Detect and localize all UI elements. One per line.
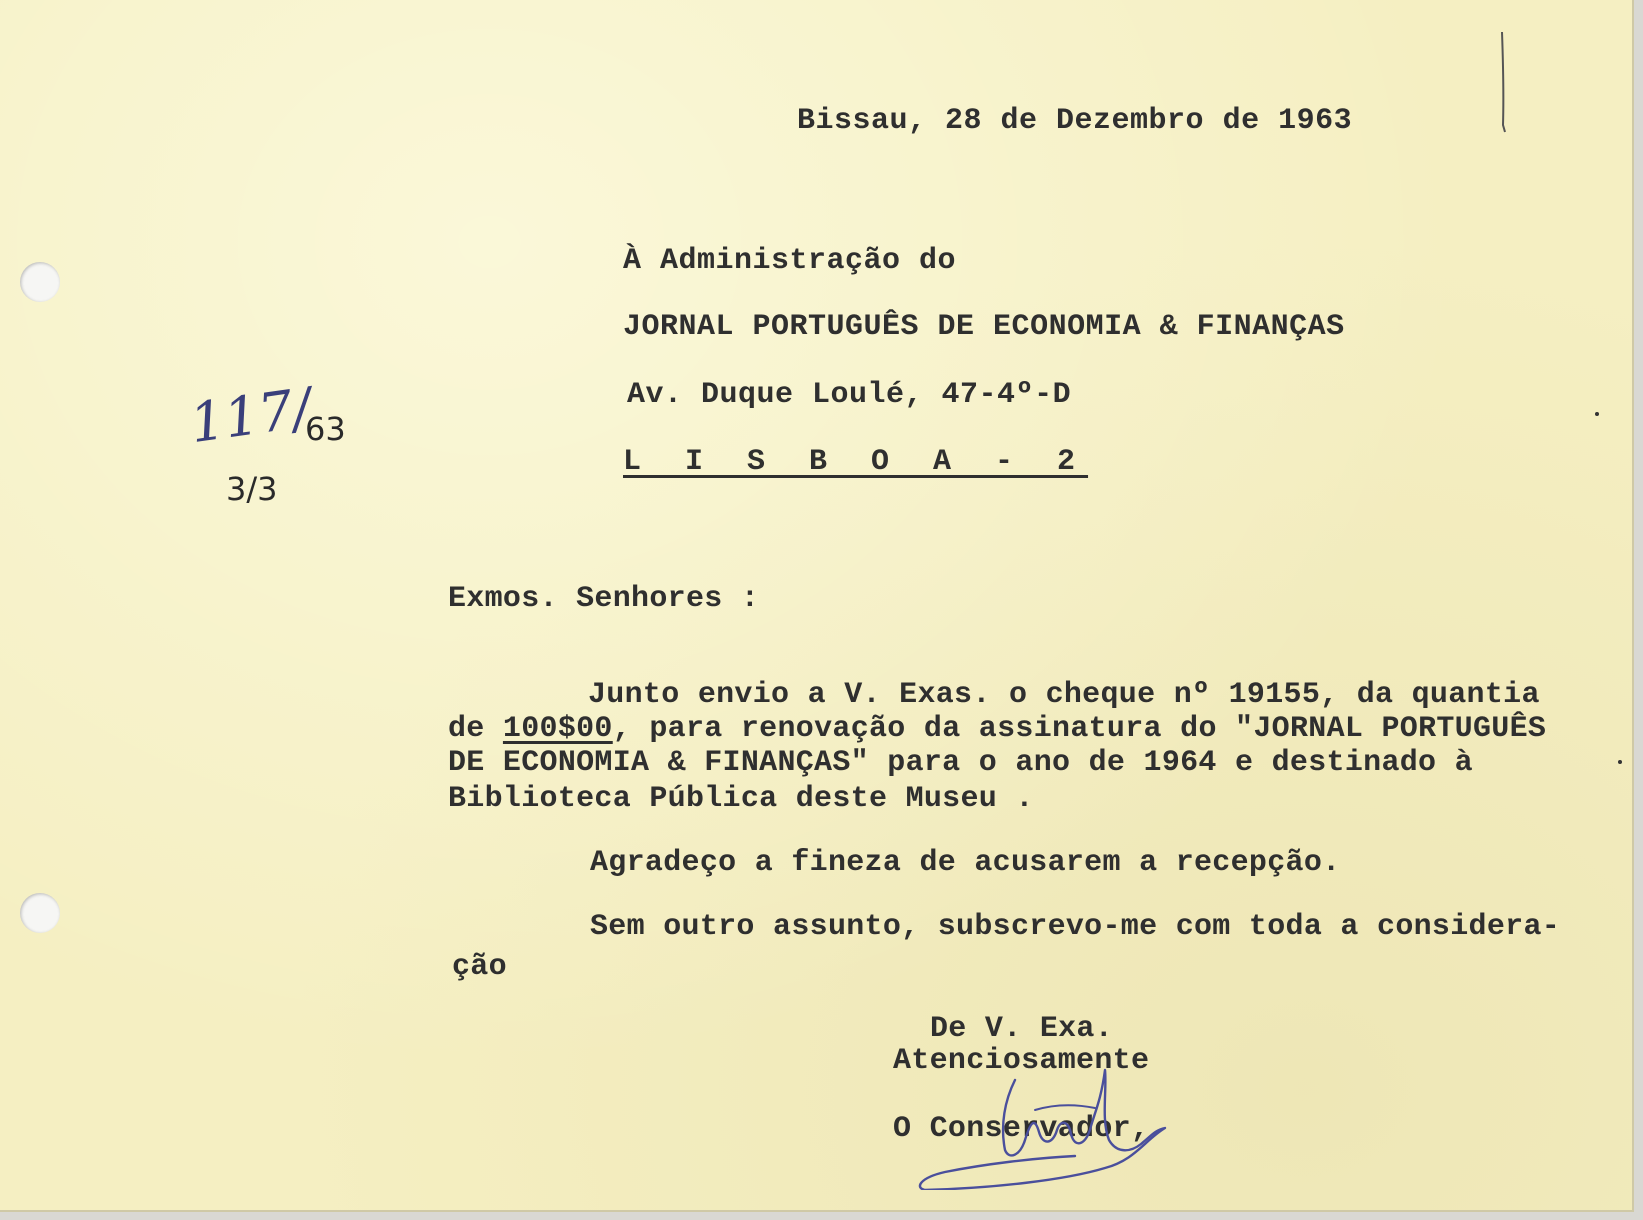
body-p1-line1: Junto envio a V. Exas. o cheque nº 19155, da quantia bbox=[588, 678, 1540, 712]
recipient-line-2: JORNAL PORTUGUÊS DE ECONOMIA & FINANÇAS bbox=[623, 310, 1345, 344]
cheque-amount: 100$00 bbox=[502, 712, 613, 746]
punch-hole-top bbox=[20, 262, 60, 302]
closing-line-2: Atenciosamente bbox=[893, 1044, 1150, 1078]
recipient-line-1: À Administração do bbox=[623, 244, 957, 278]
closing-line-1: De V. Exa. bbox=[930, 1012, 1114, 1046]
handwritten-signature bbox=[905, 1060, 1205, 1190]
ink-speck bbox=[1618, 760, 1622, 764]
body-p1-line2 bbox=[448, 712, 1546, 746]
recipient-line-3: Av. Duque Loulé, 47-4º-D bbox=[627, 378, 1072, 412]
margin-pencil-mark bbox=[1498, 30, 1508, 140]
body-p1-line3: DE ECONOMIA & FINANÇAS" para o ano de 1964 e destinado à bbox=[448, 746, 1473, 780]
salutation: Exmos. Senhores : bbox=[448, 582, 760, 616]
closing-line-3: O Conservador, bbox=[893, 1112, 1150, 1146]
punch-hole-bottom bbox=[20, 893, 60, 933]
reference-sub: 3/3 bbox=[226, 470, 278, 508]
body-p1-line2-post: , para renovação da assinatura do "JORNAL PORTUGUÊS bbox=[612, 712, 1547, 746]
place-date: Bissau, 28 de Dezembro de 1963 bbox=[797, 104, 1353, 138]
reference-year: 63 bbox=[305, 410, 346, 448]
body-p2: Agradeço a fineza de acusarem a recepção. bbox=[590, 846, 1341, 880]
body-p1-line2-pre: de bbox=[448, 712, 503, 746]
ink-speck bbox=[1595, 412, 1599, 416]
body-p3-line2: ção bbox=[452, 950, 507, 984]
body-p1-line4: Biblioteca Pública deste Museu . bbox=[448, 782, 1034, 816]
recipient-city: L I S B O A - 2 bbox=[623, 445, 1089, 479]
reference-handwritten: 117/ bbox=[186, 375, 316, 456]
body-p3-line1: Sem outro assunto, subscrevo-me com toda a considera- bbox=[590, 910, 1561, 944]
